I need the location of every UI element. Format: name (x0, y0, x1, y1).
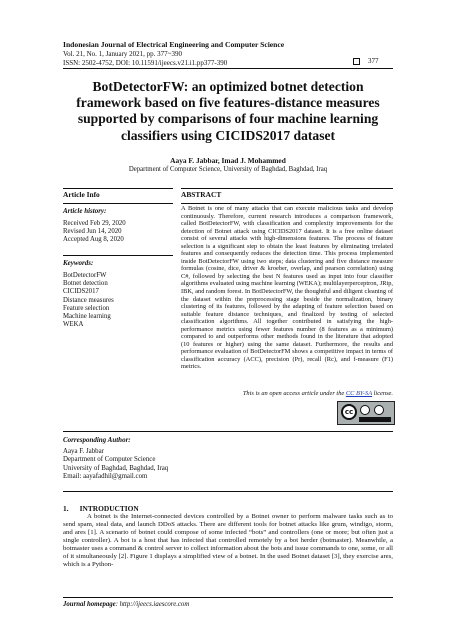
homepage-url[interactable]: : http://ijeecs.iaescore.com (115, 601, 190, 608)
keywords-heading: Keywords: (63, 259, 94, 267)
introduction-text: A botnet is the Internet-connected devices controlled by a Botnet owner to perform malware tasks such as to send spam, steal data, and launch DDoS attacks. There are different tools for botnet attacks like grum, windigo, storm, and ares [1]. A scenario of botnet could compose of some infected “bots” and controllers (one or more; but often just a single controller). A bot is a host that has infected that controlled remotely by a bot herder (botmaster). Meanwhile, a botmaster uses a command & control server to collect information about the bots and issue commands to one, some, or all of it simultaneously [2]. Figure 1 displays a simplified view of a botnet. In the used Botnet dataset [3], they exercise ares, which is a Python- (63, 513, 393, 569)
badge-label-bar (359, 417, 391, 430)
abstract-heading: ABSTRACT (181, 188, 393, 204)
license-prefix: This is an open access article under the (242, 390, 346, 397)
page-number-group (353, 57, 379, 66)
introduction-heading: 1. INTRODUCTION (63, 504, 139, 513)
journal-homepage (63, 600, 189, 609)
keyword-item: BotDetectorFW (63, 272, 107, 279)
corresponding-author (63, 436, 393, 482)
paper-title: BotDetectorFW: an optimized botnet detection framework based on five features-distance measures supported by comparisons of four machine learning classifiers using CICIDS2017 dataset (76, 79, 380, 143)
share-alike-icon (374, 405, 384, 415)
history-received: Received Feb 29, 2020 (63, 220, 126, 227)
cc-label: cc (344, 408, 354, 416)
keywords-block (63, 259, 173, 329)
badge-labels (359, 425, 391, 430)
corresponding-univ: University of Baghdad, Baghdad, Iraq (63, 464, 169, 472)
license-note (181, 390, 393, 398)
page-number: 377 (368, 57, 379, 65)
authors: Aaya F. Jabbar, Imad J. Mohammed (170, 156, 286, 165)
article-info-divider (63, 255, 173, 256)
keyword-item: Botnet detection (63, 280, 108, 288)
corresponding-heading: Corresponding Author: (63, 436, 131, 444)
attribution-icon (360, 405, 370, 415)
keyword-item: CICIDS2017 (63, 288, 99, 296)
corresponding-dept: Department of Computer Science (63, 456, 156, 464)
keyword-item: Feature selection (63, 304, 110, 312)
corresponding-email: Email: aayafadhil@gmail.com (63, 473, 148, 481)
history-accepted: Accepted Aug 8, 2020 (63, 236, 124, 244)
journal-header (63, 40, 393, 68)
journal-name: Indonesian Journal of Electrical Engineering and Computer Science (63, 40, 285, 49)
article-info-heading: Article Info (63, 188, 173, 204)
sa-label: SA (376, 425, 383, 430)
corresponding-divider (63, 491, 393, 492)
affiliation: Department of Computer Science, University of Baghdad, Baghdad, Iraq (128, 166, 328, 173)
history-revised: Revised Jun 14, 2020 (63, 228, 122, 236)
square-icon (353, 58, 360, 65)
corresponding-name: Aaya F. Jabbar (63, 448, 104, 455)
keyword-item: WEKA (63, 321, 84, 329)
homepage-label: Journal homepage (63, 601, 116, 608)
by-label: BY (362, 425, 368, 430)
keyword-item: Machine learning (63, 313, 111, 321)
cc-by-sa-badge[interactable] (337, 401, 395, 430)
issn-line: ISSN: 2502-4752, DOI: 10.11591/ijeecs.v21.i1.pp377-390 (63, 59, 228, 67)
volume-line: Vol. 21, No. 1, January 2021, pp. 377~390 (63, 50, 182, 58)
header-divider (63, 68, 393, 69)
license-link[interactable]: CC BY-SA (345, 390, 373, 397)
history-heading: Article history: (63, 207, 107, 215)
keyword-item: Distance measures (63, 296, 114, 304)
article-history (63, 207, 173, 245)
footer-divider (63, 597, 393, 598)
creative-commons-icon (341, 404, 357, 420)
abstract-text: A Botnet is one of many attacks that can execute malicious tasks and develop continuously. Therefore, current research introduces a comparison framework, called BotDetectorFW, with classification and complexity improvements for the detection of Botnet attack using CICIDS2017 dataset. It is a free online dataset consist of several attacks with high-dimensions features. The process of feature selection is a significant step to obtain the least features by eliminating irrelated features and consequently reduces the detection time. This process implemented inside BotDetectorFW using two steps; data clustering and five distance measure formulas (cosine, dice, driver & kroeber, overlap, and pearson correlation) using C#, followed by selecting the best N features used as input into four classifier algorithms evaluated using machine learning (WEKA); multilayerperceptron, JRip, IBK, and random forest. In BotDetectorFW, the thoughtful and diligent cleaning of the dataset within the preprocessing stage beside the normalization, binary clustering of its features, followed by the adapting of feature selection based on suitable feature distance techniques, and finalized by testing of selected classification algorithms. All together contributed in satisfying the high-performance metrics using fewer features number (8 features as a minimum) compared to and outperforms other methods found in the literature that adopted (10 features or higher) using the same dataset. Furthermore, the results and performance evaluation of BotDetectorFM shows a competitive impact in terms of classification accuracy (ACC), precision (Pr), recall (Rc), and f-measure (F1) metrics. (181, 205, 393, 371)
abstract-bottom-divider (63, 431, 393, 432)
license-suffix: license. (372, 390, 393, 397)
